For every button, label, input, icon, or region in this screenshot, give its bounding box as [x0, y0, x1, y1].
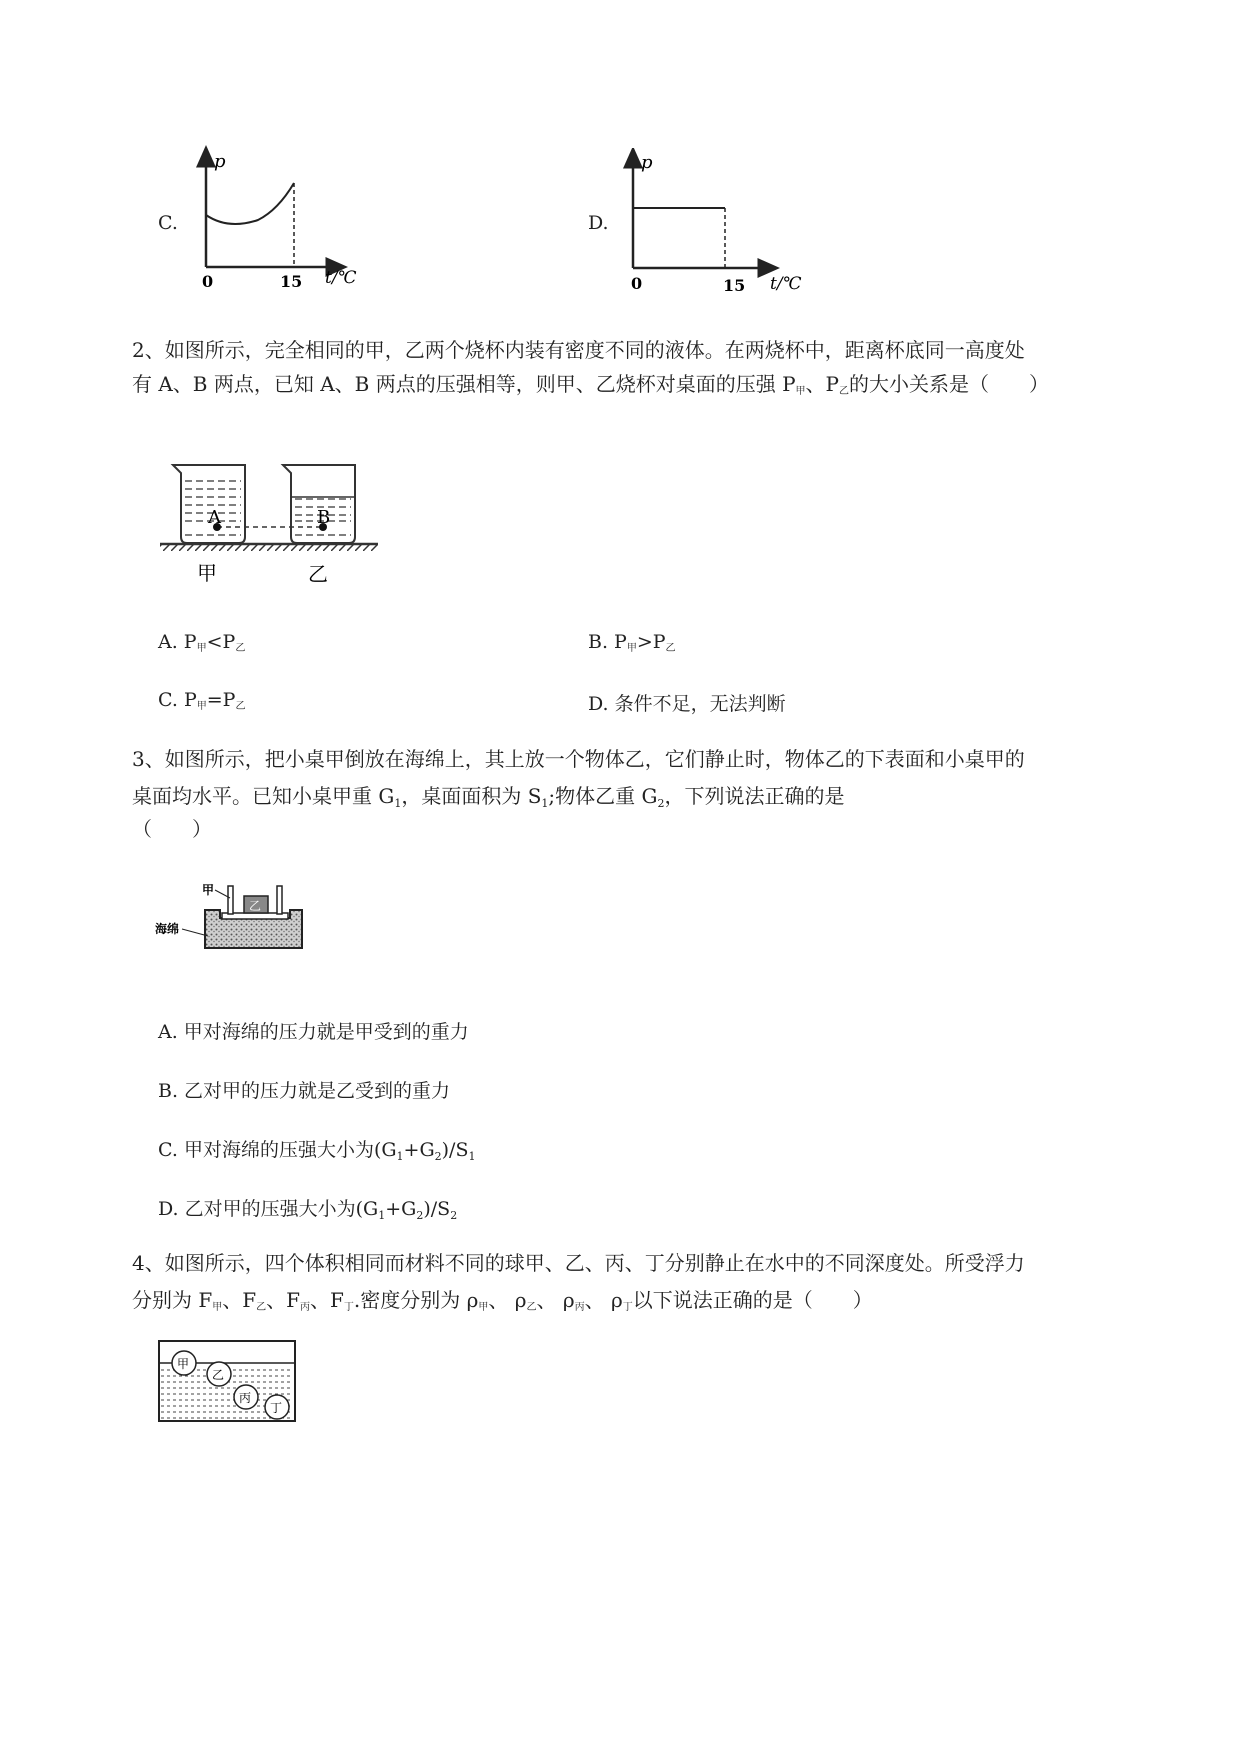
pressure-curve — [206, 183, 294, 224]
q2-option-c: C. $P_甲=P_乙$ — [158, 689, 246, 712]
q2-beakers-figure — [155, 455, 385, 590]
table-leg-left — [228, 886, 233, 914]
ball-yi-label: 乙 — [212, 1368, 225, 1382]
option-c-label: C. — [158, 212, 178, 234]
point-a-label: A — [208, 507, 221, 528]
ball-ding-label: 丁 — [270, 1401, 283, 1415]
q2-option-a: A. $P_甲<P_乙$ — [158, 631, 246, 654]
x-axis-label: t/℃ — [325, 268, 357, 288]
q3-stem-line2: 桌面均水平。已知小桌甲重 $G_1$，桌面面积为 $S_1$;物体乙重 $G_2$，下列说法正确的是 — [132, 784, 845, 810]
x-axis-label: t/℃ — [770, 274, 802, 294]
q3-option-a: A. 甲对海绵的压力就是甲受到的重力 — [158, 1021, 469, 1043]
beaker-jia-label: 甲 — [197, 561, 217, 585]
origin-label: 0 — [202, 272, 214, 291]
y-axis-label: p — [214, 151, 226, 172]
y-axis-label: p — [641, 152, 653, 173]
option-d-label: D. — [588, 212, 609, 234]
object-yi-label: 乙 — [249, 899, 262, 913]
x-mark-label: 15 — [280, 272, 303, 291]
q3-stem-line1: 3、如图所示，把小桌甲倒放在海绵上，其上放一个物体乙，它们静止时，物体乙的下表面和小桌甲的 — [132, 747, 1025, 771]
beaker-yi — [283, 465, 355, 543]
q3-option-d: D. 乙对甲的压强大小为$(G_1+G_2)/S_2$ — [158, 1198, 458, 1222]
ball-bing-label: 丙 — [239, 1391, 252, 1405]
q2-option-b: B. $P_甲>P_乙$ — [588, 631, 676, 654]
q4-stem-line1: 4、如图所示，四个体积相同而材料不同的球甲、乙、丙、丁分别静止在水中的不同深度处。所受浮力 — [132, 1251, 1025, 1275]
q2-stem-line2: 有 A、B 两点，已知 A、B 两点的压强相等，则甲、乙烧杯对桌面的压强 $P_甲$、$P_乙$的大小关系是（ ） — [132, 372, 1049, 397]
graph-d — [615, 148, 815, 298]
x-mark-label: 15 — [723, 276, 746, 295]
q4-water-tank-figure — [157, 1338, 299, 1426]
beaker-jia — [173, 465, 245, 543]
q2-stem-line1: 2、如图所示，完全相同的甲，乙两个烧杯内装有密度不同的液体。在两烧杯中，距离杯底同一高度处 — [132, 338, 1025, 362]
q3-option-c: C. 甲对海绵的压强大小为$(G_1+G_2)/S_1$ — [158, 1139, 476, 1163]
q2-option-d: D. 条件不足，无法判断 — [588, 693, 786, 715]
beaker-yi-label: 乙 — [308, 562, 328, 586]
q3-stem-line3: （ ） — [132, 817, 212, 841]
q3-table-sponge-figure — [150, 878, 310, 953]
point-b-label: B — [317, 507, 331, 528]
graph-c — [188, 145, 368, 295]
ball-jia-label: 甲 — [177, 1357, 190, 1371]
table-label: 甲 — [202, 883, 215, 897]
q3-option-b: B. 乙对甲的压力就是乙受到的重力 — [158, 1080, 451, 1102]
table-leg-right — [277, 886, 282, 914]
q4-stem-line2: 分别为 $F_甲$、$F_乙$、$F_丙$、$F_丁$.密度分别为 $\rho_甲$、 $\rho_乙$、 $\rho_丙$、 $\rho_丁$以下说法正确的是（ ） — [132, 1288, 873, 1313]
sponge-label: 海绵 — [155, 922, 180, 936]
origin-label: 0 — [631, 274, 643, 293]
